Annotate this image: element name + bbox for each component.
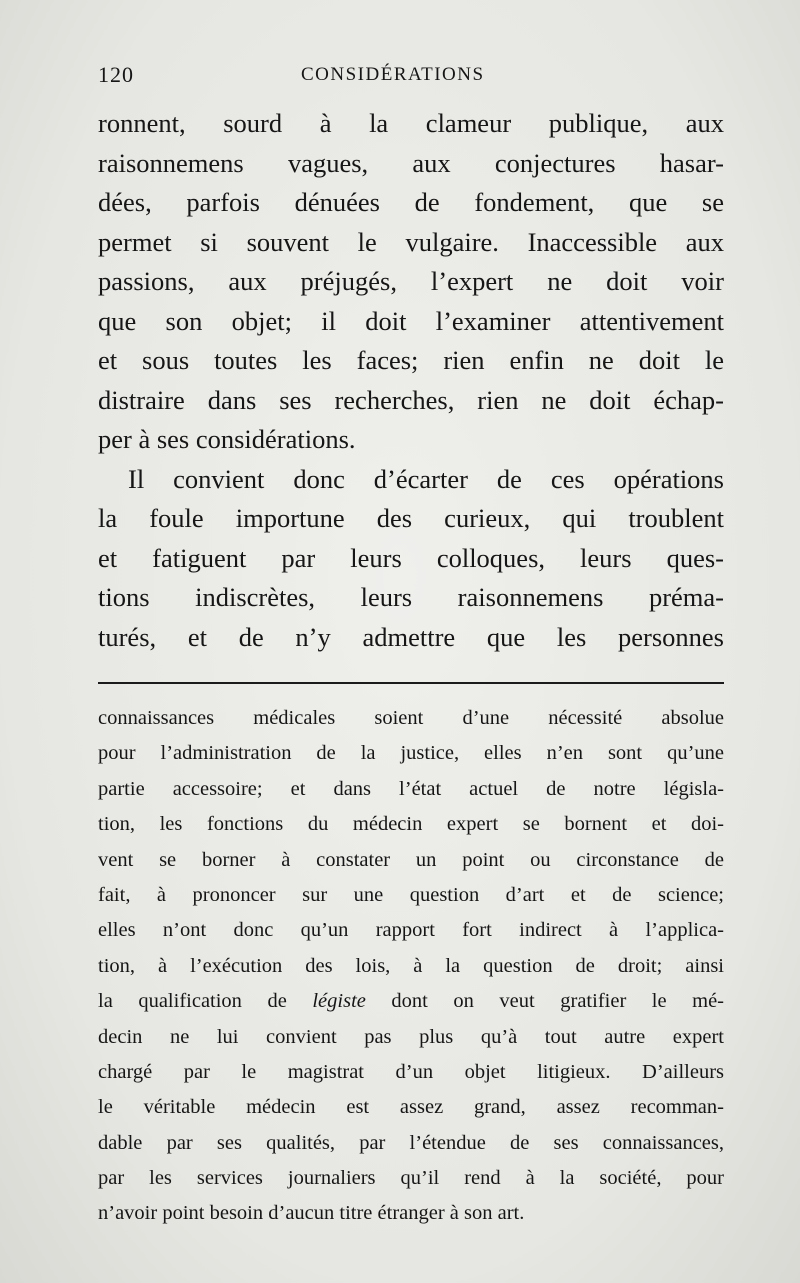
footnote-line: le véritable médecin est assez grand, assez recomman- [98, 1096, 724, 1119]
footnote-line: pour l’administration de la justice, elles n’en sont qu’une [98, 742, 724, 765]
text-line: raisonnemens vagues, aux conjectures hasar- [98, 147, 724, 178]
footnote-line: vent se borner à constater un point ou circonstance de [98, 848, 724, 871]
text-line: per à ses considérations. [98, 424, 356, 454]
page-number: 120 [98, 62, 134, 87]
footnote-line: connaissances médicales soient d’une nécessité absolue [98, 707, 724, 729]
footnote-line: chargé par le magistrat d’un objet litigieux. D’ailleurs [98, 1060, 724, 1083]
text-line: ronnent, sourd à la clameur publique, aux [98, 108, 724, 138]
footnote-line-after: dont on veut gratifier le mé- [365, 990, 724, 1013]
footnote-line: par les services journaliers qu’il rend à la société, pour [98, 1167, 724, 1190]
paragraph-start-line: Il convient donc d’écarter de ces opérations [128, 463, 724, 494]
text-line: distraire dans ses recherches, rien ne doit échap- [98, 384, 724, 415]
page-header [98, 62, 724, 96]
footnote-line: partie accessoire; et dans l’état actuel de notre législa- [98, 777, 724, 800]
italic-term: légiste [312, 990, 366, 1013]
footnote-line: tion, à l’exécution des lois, à la question de droit; ainsi [98, 954, 724, 977]
footnote-line: decin ne lui convient pas plus qu’à tout autre expert [98, 1025, 724, 1048]
text-line: passions, aux préjugés, l’expert ne doit voir [98, 266, 724, 296]
text-line: que son objet; il doit l’examiner attentivement [98, 305, 724, 336]
text-line: la foule importune des curieux, qui troublent [98, 503, 724, 533]
footnote-line-with-italic [98, 984, 724, 1019]
text-line: permet si souvent le vulgaire. Inaccessible aux [98, 226, 724, 257]
footnote-line: n’avoir point besoin d’aucun titre étranger à son art. [98, 1202, 525, 1225]
main-text [98, 104, 724, 657]
footnote-line-before: la qualification de [98, 990, 313, 1013]
footnote-separator-rule [98, 682, 724, 684]
text-line: dées, parfois dénuées de fondement, que se [98, 187, 724, 217]
footnote-line: fait, à prononcer sur une question d’art et de science; [98, 883, 724, 906]
text-line: turés, et de n’y admettre que les personnes [98, 621, 724, 652]
footnote-line: dable par ses qualités, par l’étendue de ses connaissances, [98, 1131, 724, 1154]
footnote-line: elles n’ont donc qu’un rapport fort indirect à l’applica- [98, 919, 724, 942]
text-line: et fatiguent par leurs colloques, leurs ques- [98, 542, 724, 573]
text-line: et sous toutes les faces; rien enfin ne doit le [98, 345, 724, 375]
running-title: CONSIDÉRATIONS [301, 64, 485, 85]
text-line: tions indiscrètes, leurs raisonnemens préma- [98, 582, 724, 612]
footnote-text [98, 701, 724, 1232]
footnote-line: tion, les fonctions du médecin expert se bornent et doi- [98, 813, 724, 836]
